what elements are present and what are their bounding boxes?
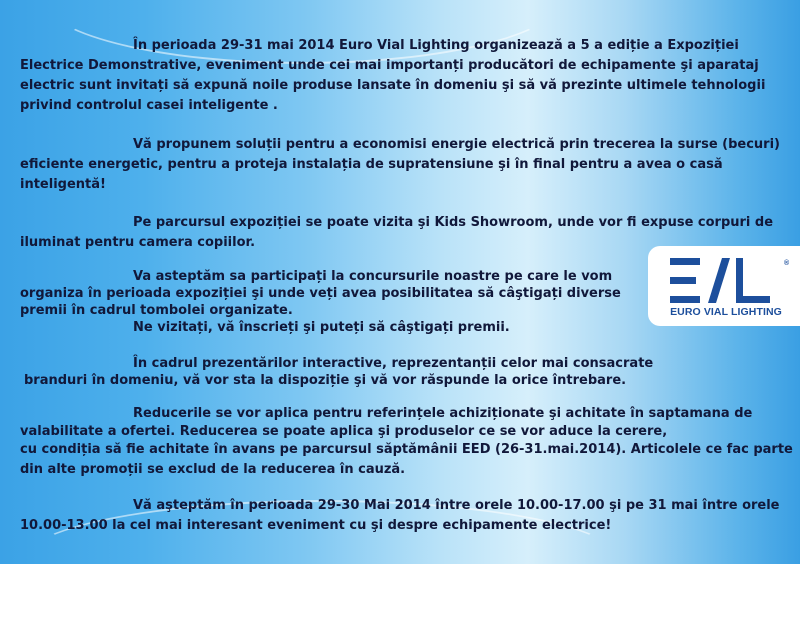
paragraph-3-line-2: iluminat pentru camera copiilor.: [20, 235, 256, 250]
paragraph-2-line-3: inteligentă!: [20, 177, 106, 192]
paragraph-1-line-4: privind controlul casei inteligente .: [20, 98, 278, 113]
paragraph-5-line-2: branduri în domeniu, vă vor sta la dispoziție şi vă vor răspunde la orice întrebare.: [24, 373, 627, 388]
paragraph-5-line-1: În cadrul prezentărilor interactive, reprezentanții celor mai consacrate: [133, 356, 654, 371]
paragraph-2-line-2: eficiente energetic, pentru a proteja instalația de supratensiune şi în final pentru a avea o casă: [20, 157, 723, 172]
paragraph-6-line-3: cu condiția să fie achitate în avans pe parcursul săptămânii EED (26-31.mai.2014). Articolele ce fac parte: [20, 442, 793, 457]
paragraph-6-line-2: valabilitate a ofertei. Reducerea se poate aplica şi produselor ce se vor aduce la cerere,: [20, 424, 668, 439]
paragraph-1-line-3: electric sunt invitați să expună noile produse lansate în domeniu şi să vă prezinte ultimele tehnologii: [20, 78, 766, 93]
paragraph-2-line-1: Vă propunem soluții pentru a economisi energie electrică prin trecerea la surse (becuri): [133, 137, 780, 152]
paragraph-7-line-1: Vă aşteptăm în perioada 29-30 Mai 2014 între orele 10.00-17.00 şi pe 31 mai între orele: [133, 498, 780, 513]
euro-vial-lighting-logo: [648, 246, 800, 326]
registered-mark: ®: [784, 260, 790, 267]
paragraph-4-line-2: organiza în perioada expoziției şi unde veți avea posibilitatea să câştigați diverse: [20, 286, 621, 301]
paragraph-6-line-1: Reducerile se vor aplica pentru referințele achiziționate şi achitate în saptamana de: [133, 406, 753, 421]
logo-brand-name: EURO VIAL LIGHTING: [670, 306, 782, 318]
paragraph-7-line-2: 10.00-13.00 la cel mai interesant eveniment cu şi despre echipamente electrice!: [20, 518, 612, 533]
paragraph-4-line-4: Ne vizitați, vă înscrieți şi puteți să câştigați premii.: [133, 320, 510, 335]
evl-logo-mark-icon: [670, 258, 780, 304]
paragraph-1-line-1: În perioada 29-31 mai 2014 Euro Vial Lighting organizează a 5 a ediție a Expoziției: [133, 38, 739, 53]
paragraph-4-line-1: Va asteptăm sa participați la concursurile noastre pe care le vom: [133, 269, 613, 284]
paragraph-1-line-2: Electrice Demonstrative, eveniment unde cei mai importanți producători de echipamente şi aparataj: [20, 58, 759, 73]
paragraph-3-line-1: Pe parcursul expoziției se poate vizita şi Kids Showroom, unde vor fi expuse corpuri de: [133, 215, 774, 230]
paragraph-6-line-4: din alte promoții se exclud de la reducerea în cauză.: [20, 462, 406, 477]
paragraph-4-line-3: premii în cadrul tombolei organizate.: [20, 303, 293, 318]
